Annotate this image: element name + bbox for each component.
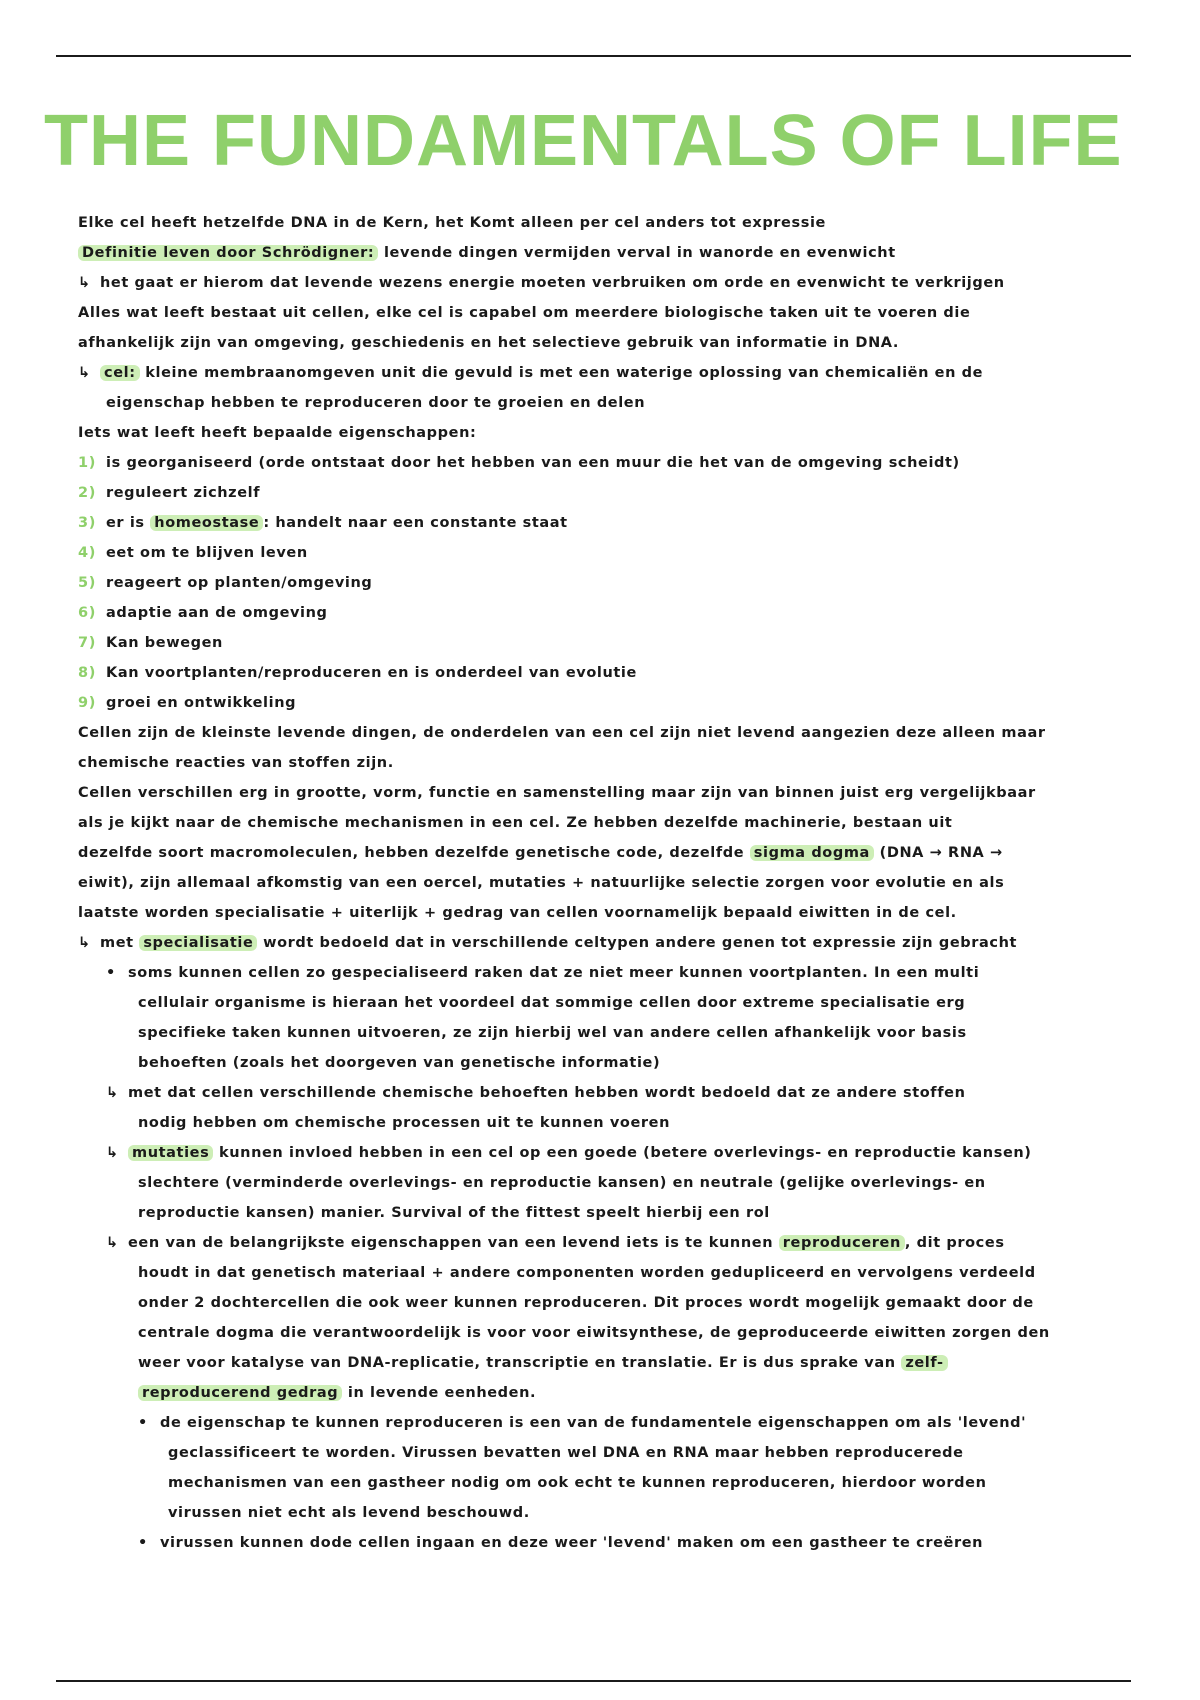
list-item [78,508,1186,538]
notes-body [78,208,1186,1558]
arrow-icon: ↳ [106,1145,119,1161]
note-text: , dit proces [904,1235,1005,1251]
sub-bullet-line [78,1408,1186,1438]
highlight: reproduceren [779,1235,905,1251]
bullet-line: onder 2 dochtercellen die ook weer kunnen reproduceren. Dit proces wordt mogelijk gemaakt door de [138,1295,1034,1311]
highlight: zelf- [901,1355,947,1371]
note-text: virussen kunnen dode cellen ingaan en deze weer 'levend' maken om een gastheer te creëren [160,1535,984,1551]
list-text: Kan bewegen [106,635,223,651]
note-text: de eigenschap te kunnen reproduceren is een van de fundamentele eigenschappen om als 'levend' [160,1415,1027,1431]
note-line: Iets wat leeft heeft bepaalde eigenschappen: [78,425,477,441]
note-line: Cellen verschillen erg in grootte, vorm, functie en samenstelling maar zijn van binnen juist erg vergelijkbaar [78,785,1036,801]
arrow-icon: ↳ [106,1235,119,1251]
list-number: 5) [78,575,96,591]
note-line: Elke cel heeft hetzelfde DNA in de Kern, het Komt alleen per cel anders tot expressie [78,215,826,231]
note-text: in levende eenheden. [342,1385,537,1401]
list-number: 3) [78,515,96,531]
list-item [78,628,1186,658]
top-rule [56,55,1131,57]
highlight: reproducerend gedrag [138,1385,342,1401]
list-text: eet om te blijven leven [106,545,308,561]
list-text: : handelt naar een constante staat [263,515,568,531]
highlight: cel: [100,365,140,381]
note-line: als je kijkt naar de chemische mechanismen in een cel. Ze hebben dezelfde machinerie, bestaan uit [78,815,953,831]
list-number: 6) [78,605,96,621]
list-text: Kan voortplanten/reproduceren en is onderdeel van evolutie [106,665,637,681]
note-text: (DNA → RNA → [873,845,1003,861]
note-text: met [100,935,140,951]
list-item [78,658,1186,688]
list-text: reguleert zichzelf [106,485,261,501]
note-text: kunnen invloed hebben in een cel op een goede (betere overlevings- en reproductie kansen) [213,1145,1032,1161]
sub-bullet-line [78,1528,1186,1558]
list-text: er is [106,515,151,531]
list-number: 1) [78,455,96,471]
bullet-icon: • [138,1415,148,1431]
bullet-line [78,1378,1186,1408]
note-text: dezelfde soort macromoleculen, hebben dezelfde genetische code, dezelfde [78,845,750,861]
bottom-rule [56,1680,1131,1682]
note-line [78,928,1186,958]
arrow-icon: ↳ [78,935,91,951]
arrow-icon: ↳ [106,1085,119,1101]
bullet-line [78,1138,1186,1168]
bullet-line: nodig hebben om chemische processen uit te kunnen voeren [138,1115,671,1131]
list-number: 4) [78,545,96,561]
bullet-line: slechtere (verminderde overlevings- en reproductie kansen) en neutrale (gelijke overlevings- en [138,1175,986,1191]
highlight: specialisatie [139,935,257,951]
note-line [78,238,1186,268]
bullet-line [78,1228,1186,1258]
bullet-icon: • [138,1535,148,1551]
bullet-line [78,1348,1186,1378]
note-text: het gaat er hierom dat levende wezens energie moeten verbruiken om orde en evenwicht te verkrijgen [100,275,1005,291]
bullet-icon: • [106,965,116,981]
bullet-line: centrale dogma die verantwoordelijk is voor voor eiwitsynthese, de geproduceerde eiwitten zorgen den [138,1325,1050,1341]
list-item [78,478,1186,508]
sub-bullet-line: mechanismen van een gastheer nodig om ook echt te kunnen reproduceren, hierdoor worden [168,1475,987,1491]
list-text: adaptie aan de omgeving [106,605,328,621]
note-text: een van de belangrijkste eigenschappen van een levend iets is te kunnen [128,1235,779,1251]
note-text: wordt bedoeld dat in verschillende celtypen andere genen tot expressie zijn gebracht [257,935,1018,951]
sub-bullet-line: virussen niet echt als levend beschouwd. [168,1505,530,1521]
list-number: 7) [78,635,96,651]
sub-bullet-line: geclassificeert te worden. Virussen bevatten wel DNA en RNA maar hebben reproducerede [168,1445,964,1461]
list-item [78,568,1186,598]
arrow-icon: ↳ [78,275,91,291]
note-line: Alles wat leeft bestaat uit cellen, elke cel is capabel om meerdere biologische taken uit te voeren die [78,305,971,321]
note-line: Cellen zijn de kleinste levende dingen, de onderdelen van een cel zijn niet levend aangezien deze alleen maar [78,725,1046,741]
page-title: THE FUNDAMENTALS OF LIFE [44,101,1123,181]
note-text: kleine membraanomgeven unit die gevuld is met een waterige oplossing van chemicaliën en de [139,365,984,381]
bullet-line: cellulair organisme is hieraan het voordeel dat sommige cellen door extreme specialisatie erg [138,995,966,1011]
list-item [78,688,1186,718]
highlight: sigma dogma [750,845,874,861]
bullet-line [78,958,1186,988]
list-item [78,598,1186,628]
highlight: homeostase [150,515,263,531]
bullet-line: specifieke taken kunnen uitvoeren, ze zijn hierbij wel van andere cellen afhankelijk voor basis [138,1025,967,1041]
note-line [78,358,1186,388]
bullet-line: houdt in dat genetisch materiaal + andere componenten worden gedupliceerd en vervolgens verdeeld [138,1265,1036,1281]
note-text: soms kunnen cellen zo gespecialiseerd raken dat ze niet meer kunnen voortplanten. In een multi [128,965,980,981]
bullet-line: behoeften (zoals het doorgeven van genetische informatie) [138,1055,661,1071]
list-item [78,538,1186,568]
bullet-line [78,1078,1186,1108]
list-text: reageert op planten/omgeving [106,575,373,591]
list-item [78,448,1186,478]
note-line: chemische reacties van stoffen zijn. [78,755,394,771]
note-text: weer voor katalyse van DNA-replicatie, transcriptie en translatie. Er is dus sprake van [138,1355,902,1371]
note-text: levende dingen vermijden verval in wanorde en evenwicht [378,245,896,261]
list-text: groei en ontwikkeling [106,695,297,711]
highlight: Definitie leven door Schrödigner: [78,245,378,261]
list-number: 2) [78,485,96,501]
note-line: eigenschap hebben te reproduceren door te groeien en delen [106,395,646,411]
bullet-line: reproductie kansen) manier. Survival of the fittest speelt hierbij een rol [138,1205,770,1221]
note-text: met dat cellen verschillende chemische behoeften hebben wordt bedoeld dat ze andere stoffen [128,1085,966,1101]
note-line: afhankelijk zijn van omgeving, geschiedenis en het selectieve gebruik van informatie in DNA. [78,335,900,351]
note-line [78,838,1186,868]
list-text: is georganiseerd (orde ontstaat door het hebben van een muur die het van de omgeving scheidt) [106,455,960,471]
arrow-icon: ↳ [78,365,91,381]
list-number: 8) [78,665,96,681]
list-number: 9) [78,695,96,711]
note-line [78,268,1186,298]
note-line: laatste worden specialisatie + uiterlijk + gedrag van cellen voornamelijk bepaald eiwitten in de cel. [78,905,957,921]
highlight: mutaties [128,1145,213,1161]
note-line: eiwit), zijn allemaal afkomstig van een oercel, mutaties + natuurlijke selectie zorgen voor evolutie en als [78,875,1005,891]
